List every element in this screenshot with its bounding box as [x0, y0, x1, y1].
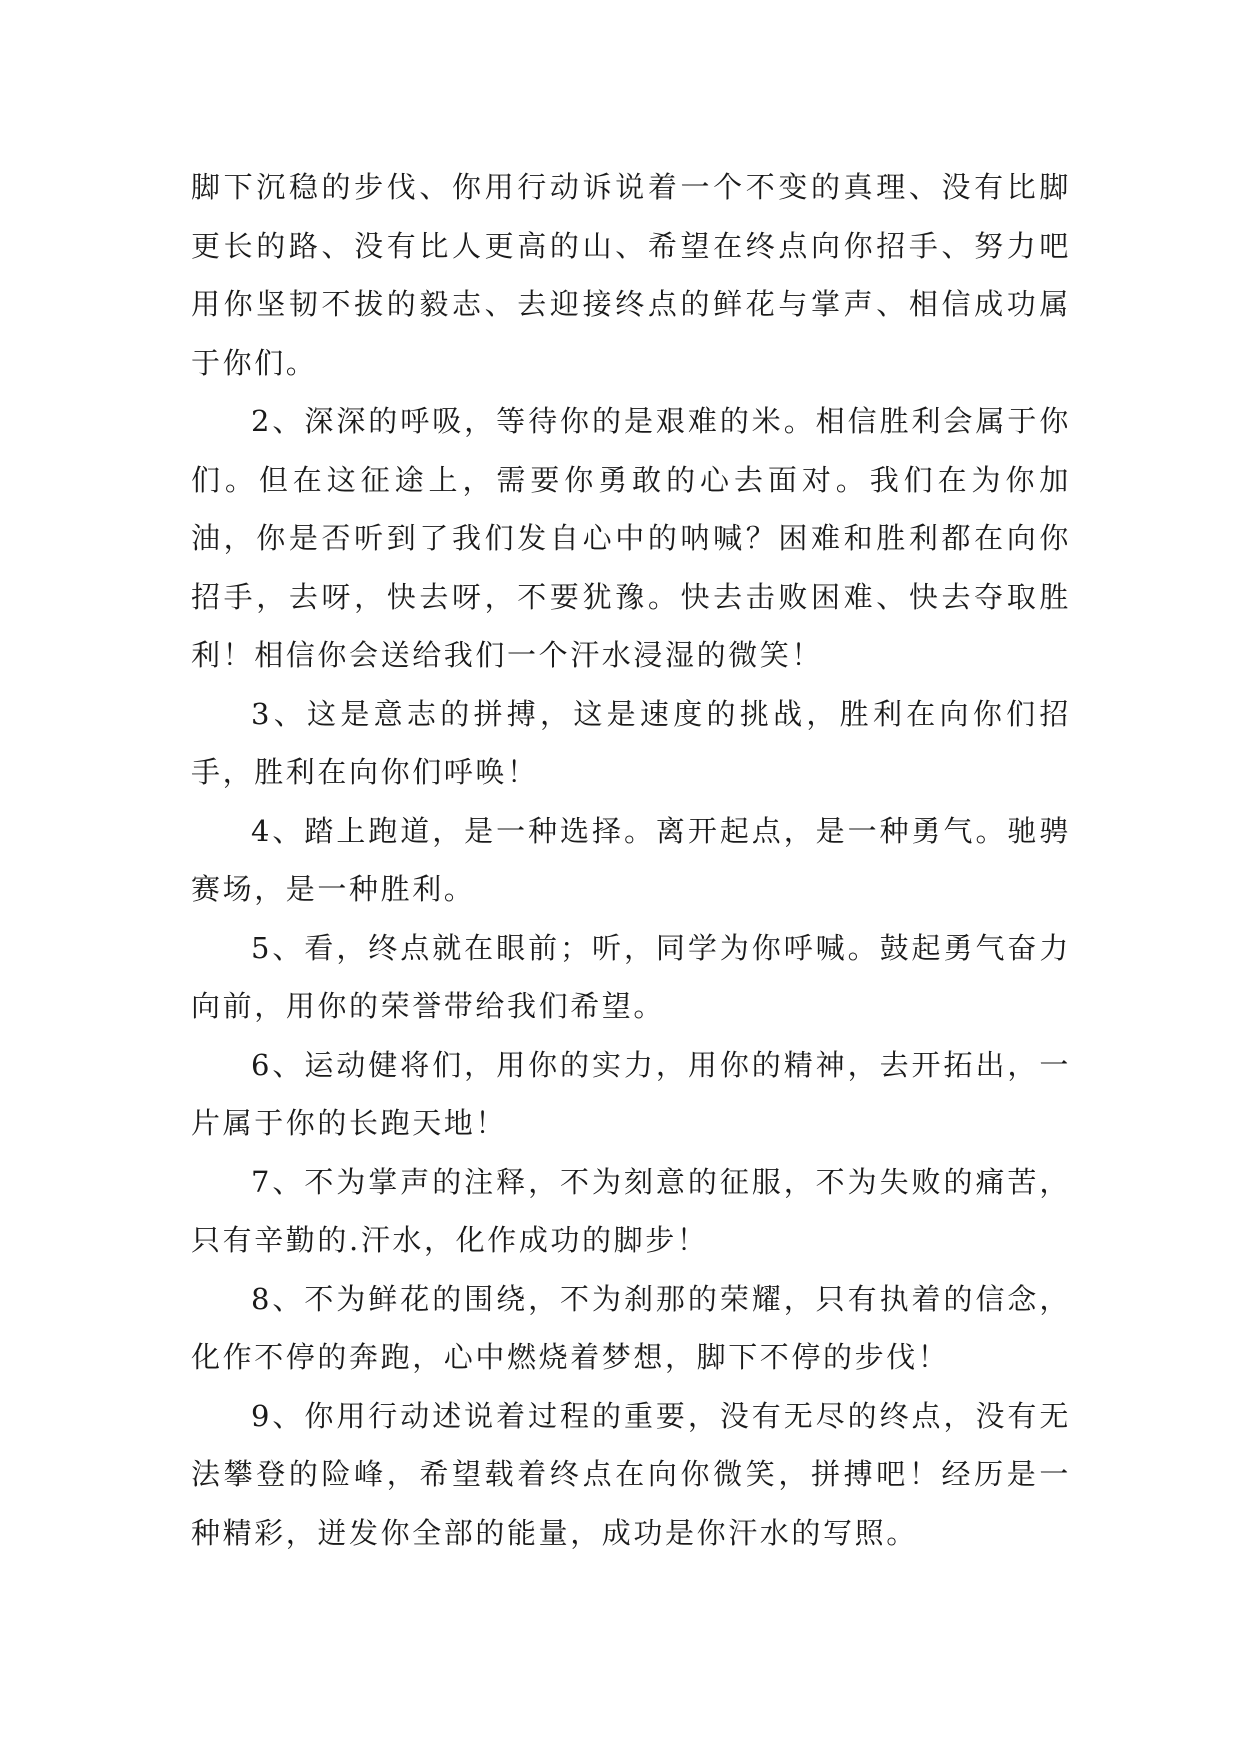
paragraph-9: 9、你用行动述说着过程的重要，没有无尽的终点，没有无法攀登的险峰，希望载着终点在向你微笑，拼搏吧！经历是一种精彩，迸发你全部的能量，成功是你汗水的写照。: [191, 1398, 1071, 1550]
paragraph-intro: 脚下沉稳的步伐、你用行动诉说着一个不变的真理、没有比脚更长的路、没有比人更高的山、希望在终点向你招手、努力吧用你坚韧不拔的毅志、去迎接终点的鲜花与掌声、相信成功属于你们。: [191, 170, 1071, 380]
paragraph-4: 4、踏上跑道，是一种选择。离开起点，是一种勇气。驰骋赛场，是一种胜利。: [191, 813, 1071, 906]
paragraph-3: 3、这是意志的拼搏，这是速度的挑战，胜利在向你们招手，胜利在向你们呼唤！: [191, 696, 1071, 789]
paragraph-5: 5、看，终点就在眼前；听，同学为你呼喊。鼓起勇气奋力向前，用你的荣誉带给我们希望。: [191, 930, 1071, 1023]
document-body: [191, 158, 1071, 1562]
paragraph-8: 8、不为鲜花的围绕，不为刹那的荣耀，只有执着的信念，化作不停的奔跑，心中燃烧着梦想，脚下不停的步伐！: [191, 1281, 1071, 1374]
paragraph-6: 6、运动健将们，用你的实力，用你的精神，去开拓出，一片属于你的长跑天地！: [191, 1047, 1071, 1140]
paragraph-2: 2、深深的呼吸，等待你的是艰难的米。相信胜利会属于你们。但在这征途上，需要你勇敢的心去面对。我们在为你加油，你是否听到了我们发自心中的呐喊？困难和胜利都在向你招手，去呀，快去呀，不要犹豫。快去击败困难、快去夺取胜利！相信你会送给我们一个汗水浸湿的微笑！: [191, 404, 1071, 672]
paragraph-7: 7、不为掌声的注释，不为刻意的征服，不为失败的痛苦，只有辛勤的.汗水，化作成功的脚步！: [191, 1164, 1071, 1257]
